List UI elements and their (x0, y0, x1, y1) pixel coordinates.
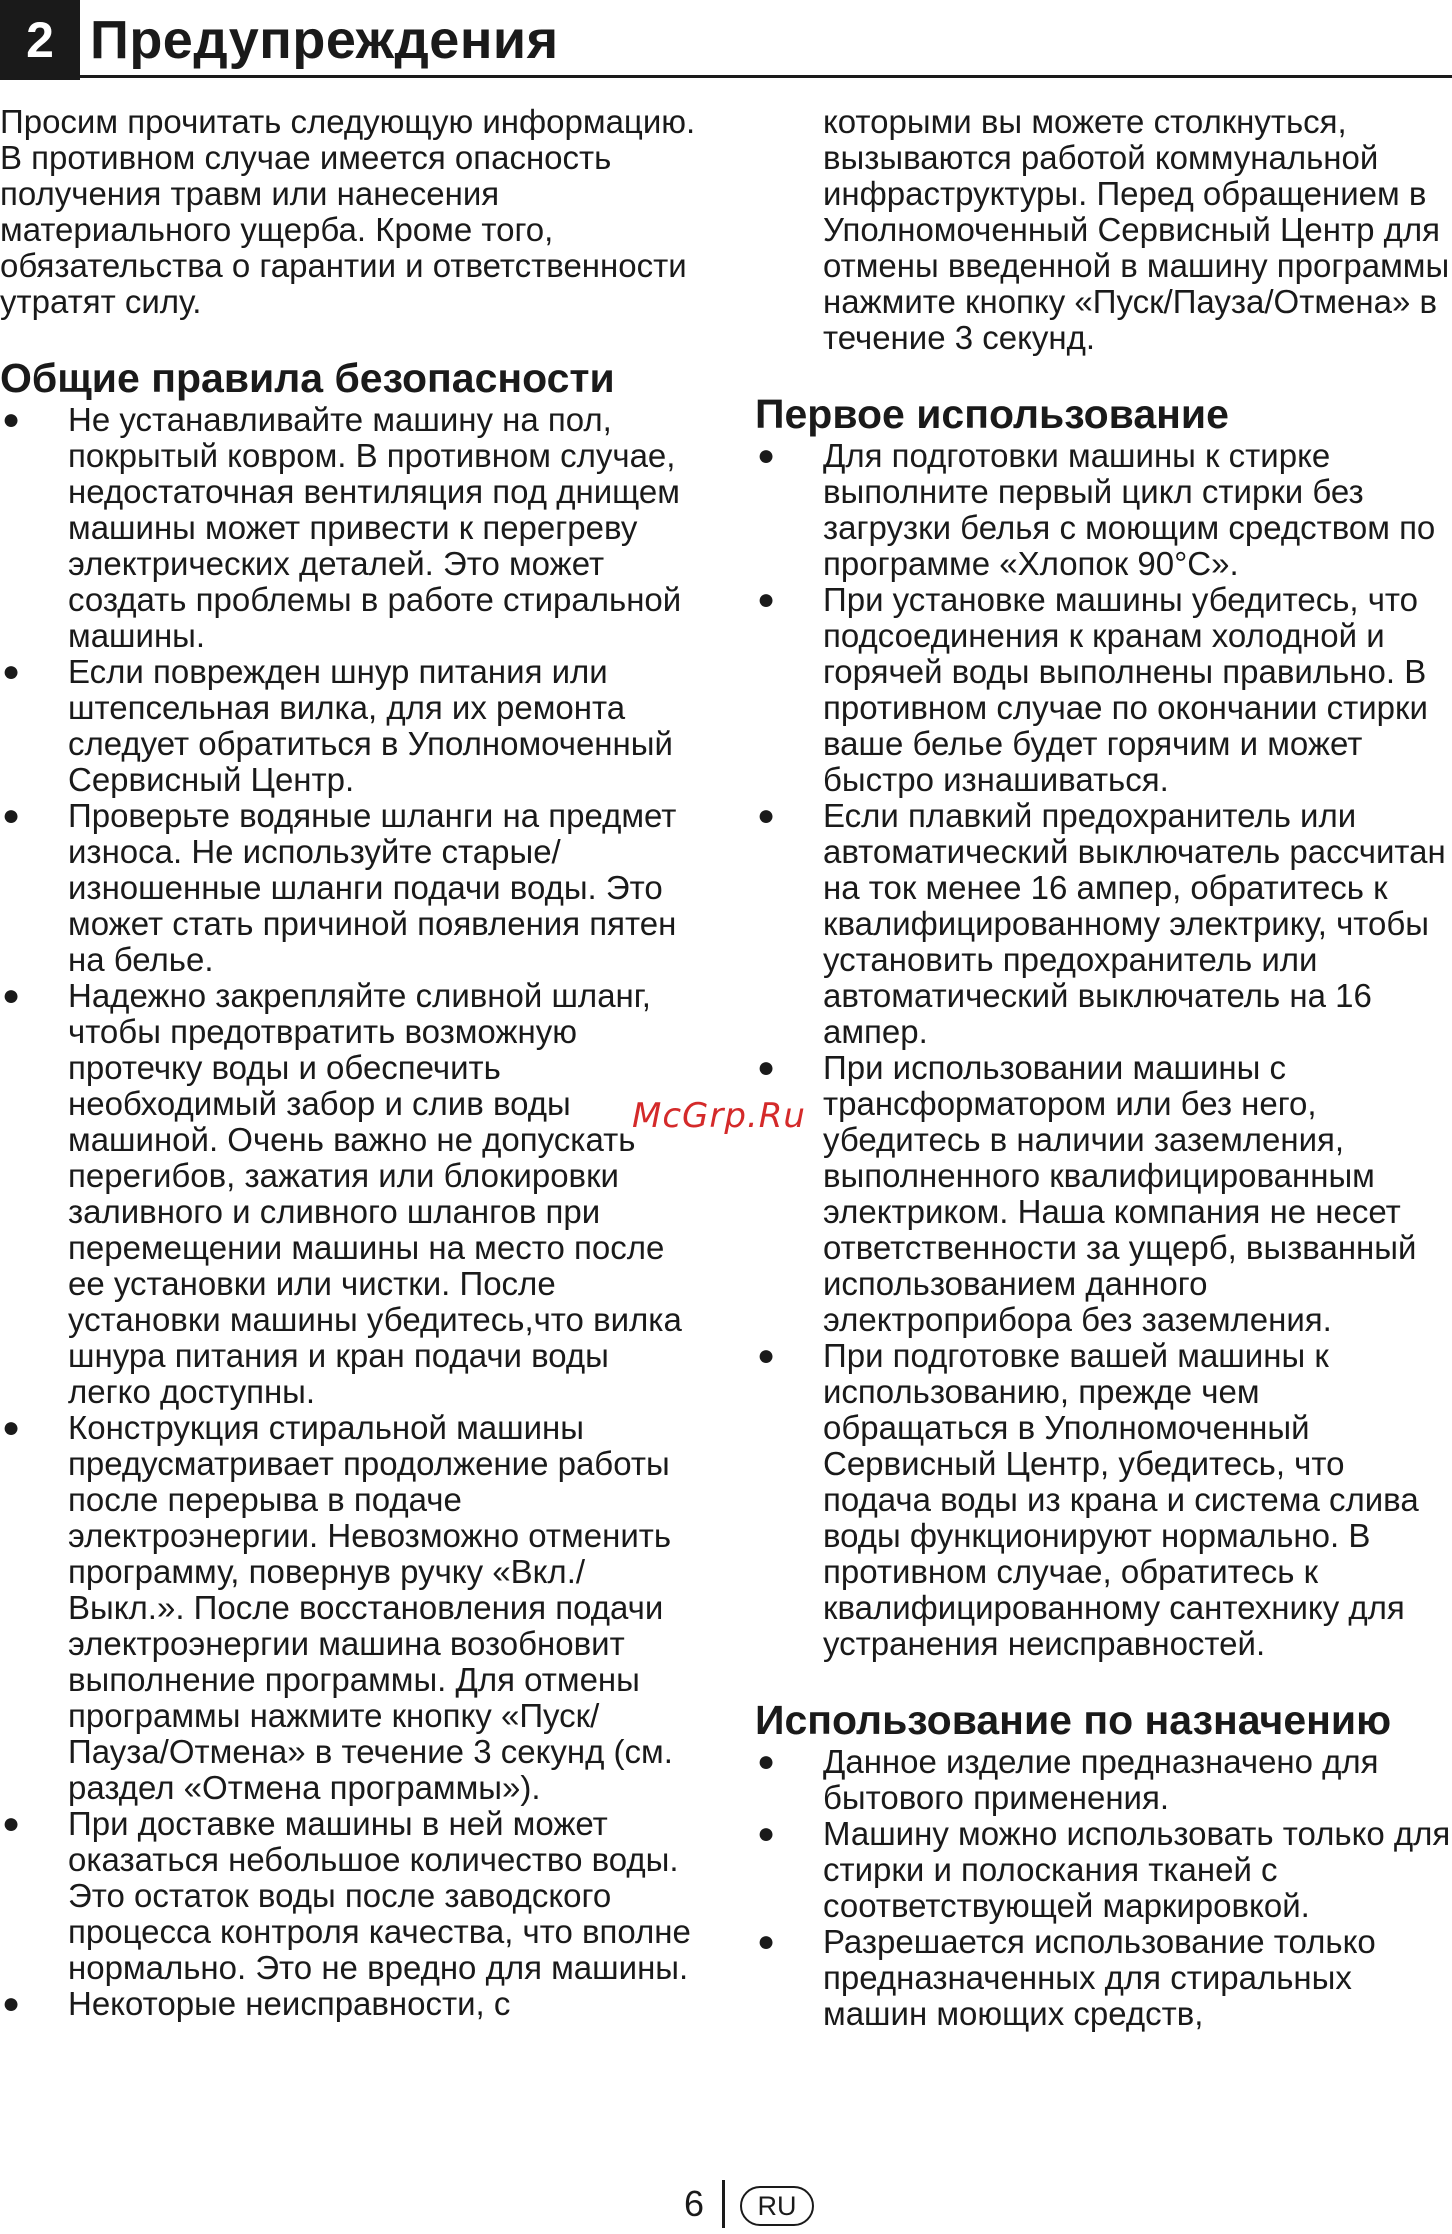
list-item: ● Проверьте водяные шланги на предмет износа. Не используйте старые/изношенные шланги подачи воды. Это может стать причиной появления пятен на белье. (2, 797, 677, 978)
list-item: ● При доставке машины в ней может оказаться небольшое количество воды. Это остаток воды после заводского процесса контроля качества, что вполне нормально. Это не вредно для машины. (2, 1805, 691, 1986)
header-divider (80, 75, 1452, 78)
heading-intended-use: Использование по назначению (755, 1697, 1392, 1743)
first-use-list (755, 438, 1452, 1662)
list-item: ● При установке машины убедитесь, что подсоединения к кранам холодной и горячей воды выполнены правильно. В противном случае по окончании стирки ваше белье будет горячим и может быстро изнашиваться. (757, 581, 1428, 798)
bullet-icon: ● (757, 1051, 776, 1084)
watermark-text: McGrp.Ru (632, 1096, 806, 1136)
list-item: ● Данное изделие предназначено для бытового применения. (757, 1743, 1379, 1816)
bullet-icon: ● (757, 583, 776, 616)
heading-first-use: Первое использование (755, 391, 1229, 437)
bullet-icon: ● (757, 439, 776, 472)
bullet-icon: ● (757, 1745, 776, 1778)
general-safety-list (0, 402, 700, 2022)
list-item: ● Надежно закрепляйте сливной шланг, чтобы предотвратить возможную протечку воды и обеспечить необходимый забор и слив воды машиной. Очень важно не допускать перегибов, зажатия или блокировки заливного и сливного шлангов при перемещении машины на место после ее установки или чистки. После установки машины убедитесь,что вилка шнура питания и кран подачи воды легко доступны. (2, 977, 682, 1410)
intended-use-list (755, 1744, 1452, 2032)
section-number-badge: 2 (0, 0, 80, 80)
bullet-icon: ● (757, 1925, 776, 1958)
list-item: ● Конструкция стиральной машины предусматривает продолжение работы после перерыва в подаче электроэнергии. Невозможно отменить программу, повернув ручку «Вкл./Выкл.». После восстановления подачи электроэнергии машина возобновит выполнение программы. Для отмены программы нажмите кнопку «Пуск/Пауза/Отмена» в течение 3 секунд (см. раздел «Отмена программы»). (2, 1409, 673, 1806)
bullet-icon: ● (2, 1411, 21, 1444)
intro-paragraph: Просим прочитать следующую информацию. В противном случае имеется опасность получения травм или нанесения материального ущерба. Кроме того, обязательства о гарантии и ответственности утратят силу. (0, 103, 696, 320)
page-footer (0, 2180, 1452, 2230)
bullet-icon: ● (757, 1339, 776, 1372)
bullet-icon: ● (2, 655, 21, 688)
left-column (0, 104, 700, 2022)
continued-paragraph: которыми вы можете столкнуться, вызываются работой коммунальной инфраструктуры. Перед обращением в Уполномоченный Сервисный Центр для отмены введенной в машину программы нажмите кнопку «Пуск/Пауза/Отмена» в течение 3 секунд. (823, 103, 1450, 356)
list-item: ● Для подготовки машины к стирке выполните первый цикл стирки без загрузки белья с моющим средством по программе «Хлопок 90°С». (757, 437, 1436, 582)
heading-general-safety: Общие правила безопасности (0, 355, 615, 401)
list-item: ● Если плавкий предохранитель или автоматический выключатель рассчитан на ток менее 16 ампер, обратитесь к квалифицированному электрику, чтобы установить предохранитель или автоматический выключатель на 16 ампер. (757, 797, 1446, 1050)
language-badge: RU (740, 2186, 814, 2226)
list-item: ● При подготовке вашей машины к использованию, прежде чем обращаться в Уполномоченный Сервисный Центр, убедитесь, что подача воды из крана и система слива воды функционируют нормально. В противном случае, обратитесь к квалифицированному сантехнику для устранения неисправностей. (757, 1337, 1419, 1662)
page-header (0, 0, 1452, 80)
bullet-icon: ● (2, 1987, 21, 2020)
bullet-icon: ● (757, 1817, 776, 1850)
list-item: ● Машину можно использовать только для стирки и полоскания тканей с соответствующей маркировкой. (757, 1815, 1451, 1924)
list-item: ● Не устанавливайте машину на пол, покрытый ковром. В противном случае, недостаточная вентиляция под днищем машины может привести к перегреву электрических деталей. Это может создать проблемы в работе стиральной машины. (2, 401, 682, 654)
bullet-icon: ● (2, 403, 21, 436)
bullet-icon: ● (757, 799, 776, 832)
page-title: Предупреждения (90, 10, 559, 70)
list-item: ● Некоторые неисправности, с (2, 1985, 511, 2022)
footer-divider (722, 2180, 725, 2228)
right-column (755, 104, 1452, 2032)
list-item: ● Разрешается использование только предназначенных для стиральных машин моющих средств, (757, 1923, 1376, 2032)
bullet-icon: ● (2, 1807, 21, 1840)
bullet-icon: ● (2, 799, 21, 832)
page-number: 6 (684, 2183, 705, 2224)
bullet-icon: ● (2, 979, 21, 1012)
list-item: ● При использовании машины с трансформатором или без него, убедитесь в наличии заземления, выполненного квалифицированным электриком. Наша компания не несет ответственности за ущерб, вызванный использованием данного электроприбора без заземления. (757, 1049, 1417, 1338)
list-item: ● Если поврежден шнур питания или штепсельная вилка, для их ремонта следует обратиться в Уполномоченный Сервисный Центр. (2, 653, 673, 798)
